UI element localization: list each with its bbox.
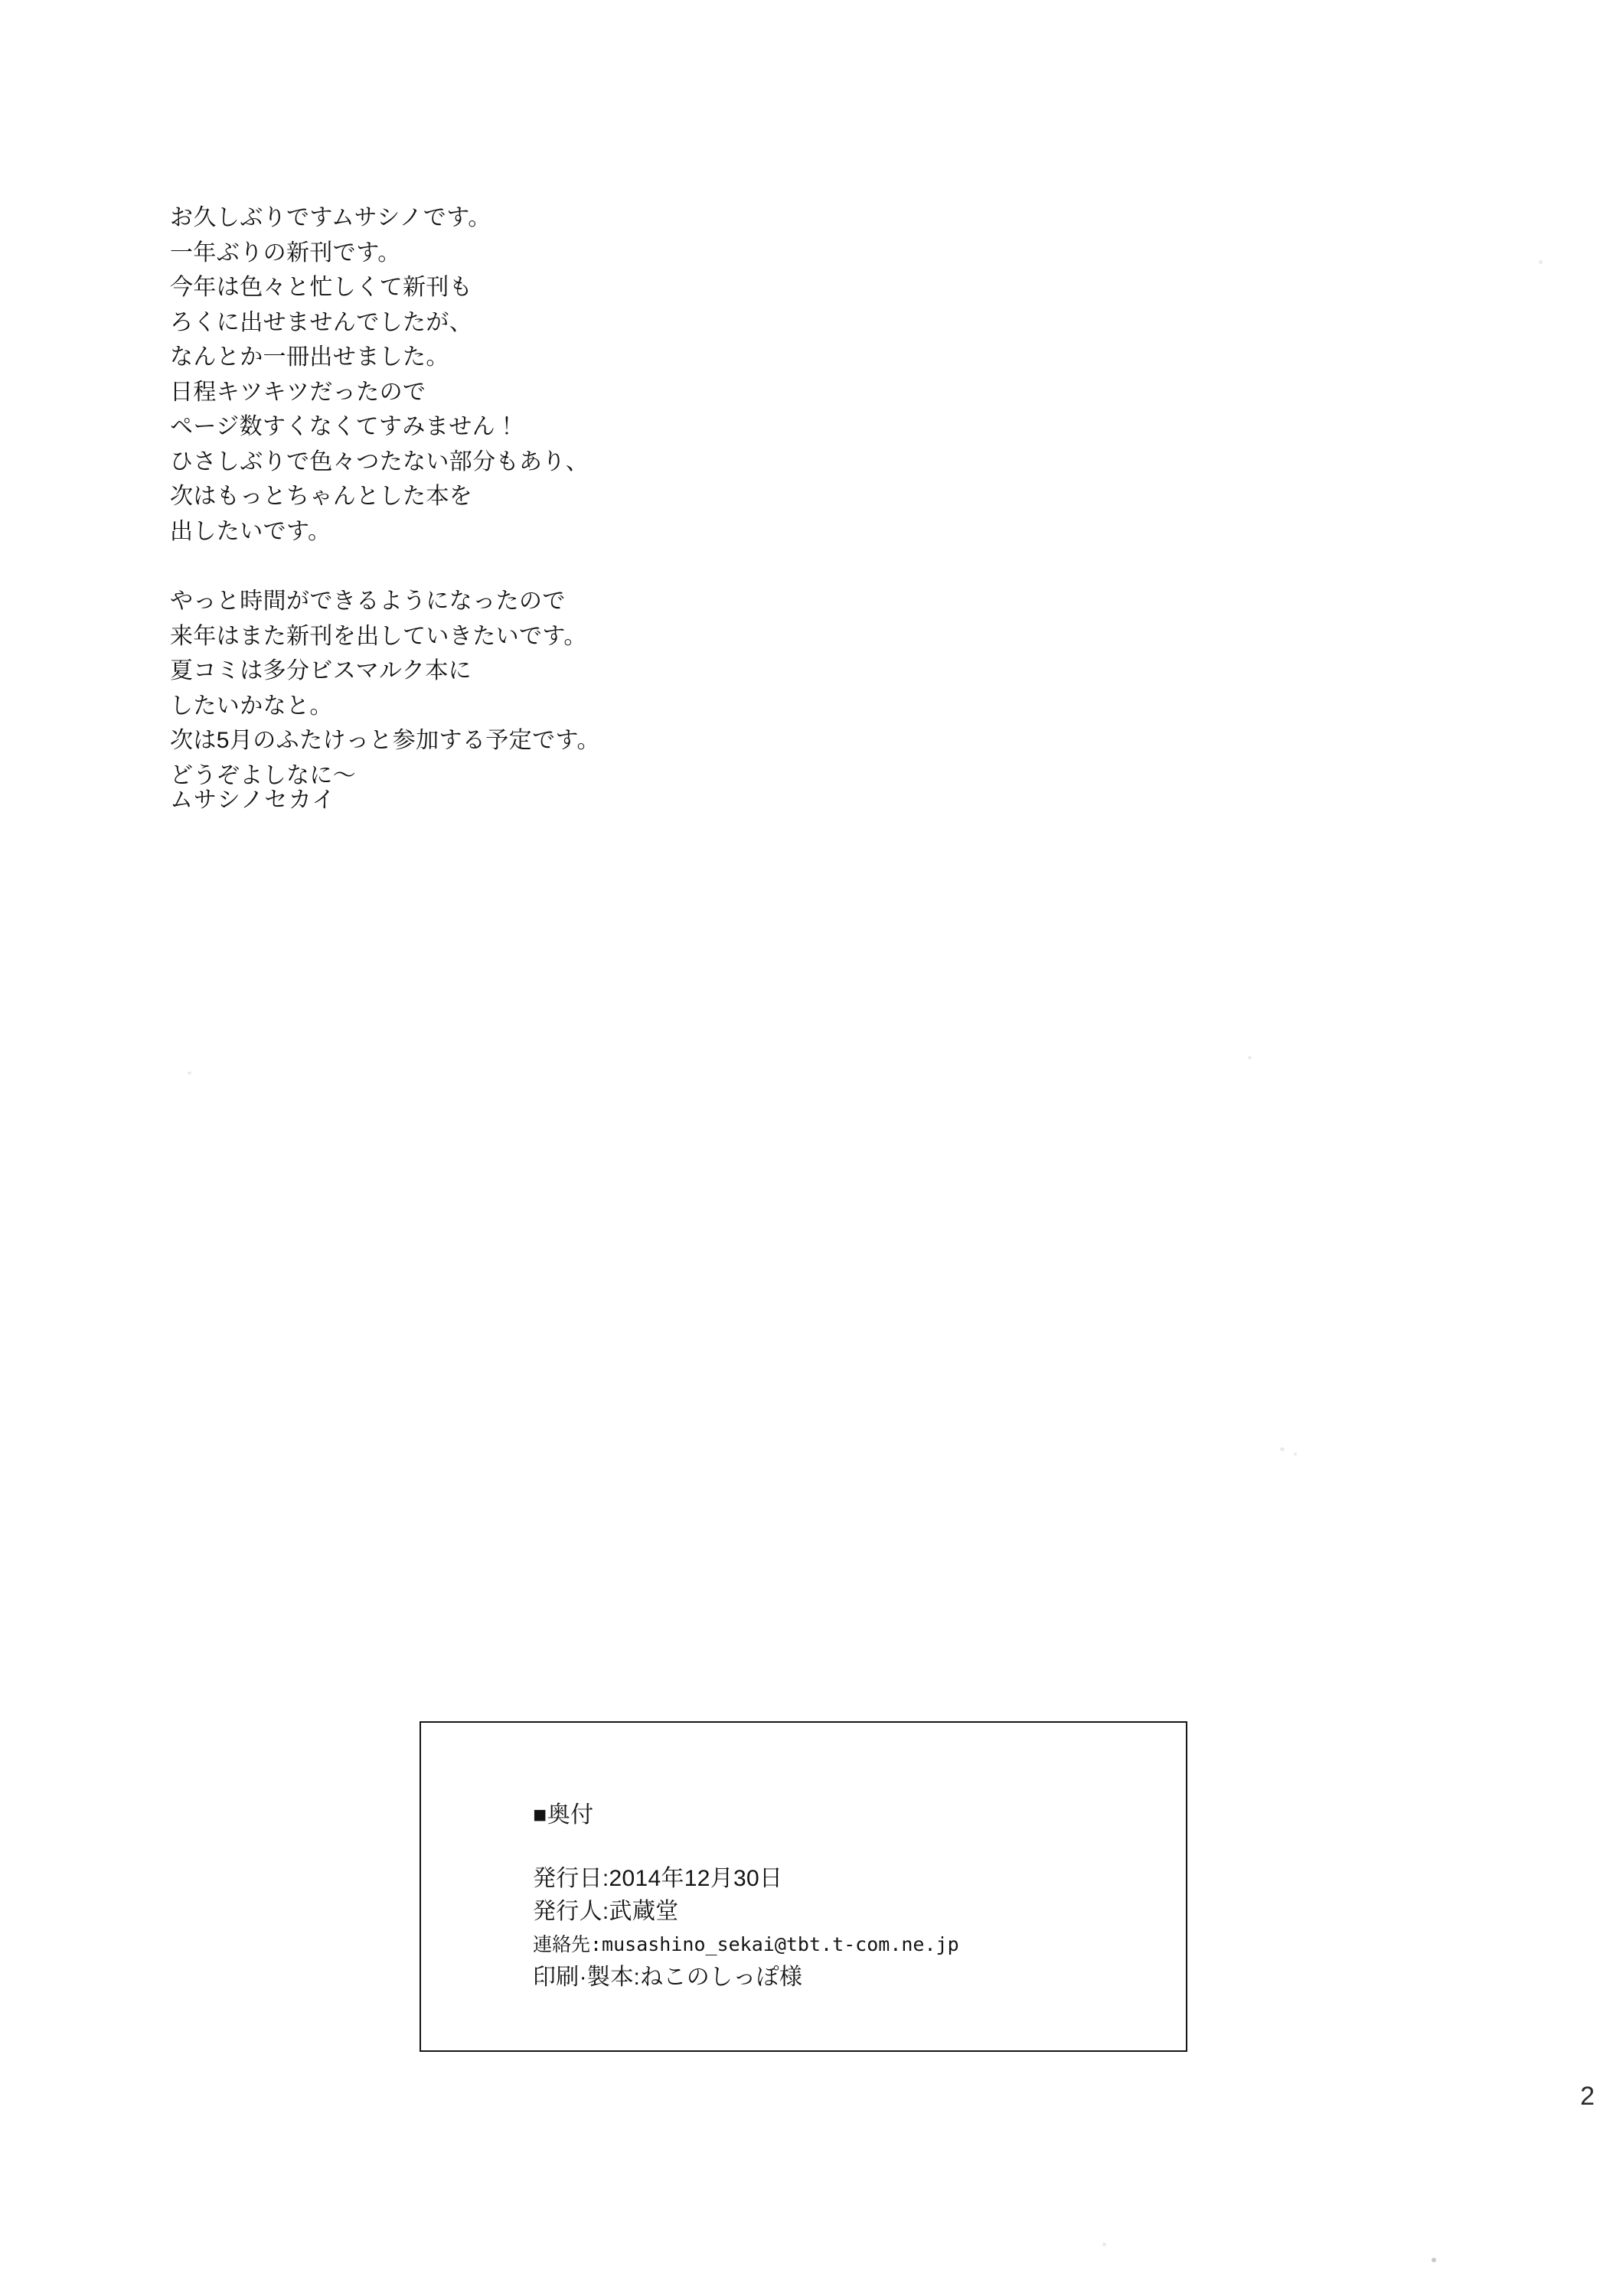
afterword-line: 来年はまた新刊を出していきたいです。: [170, 623, 587, 649]
colophon-contact-email: 連絡先:musashino_sekai@tbt.t-com.ne.jp: [533, 1933, 959, 1955]
afterword-line: 日程キツキツだったので: [170, 379, 426, 405]
afterword-line: 次は5月のふたけっと参加する予定です。: [170, 728, 600, 753]
colophon-body: [533, 1862, 959, 1994]
scan-speck: [1102, 2242, 1106, 2246]
afterword-line: どうぞよしなに〜: [170, 762, 357, 788]
colophon-publisher: 発行人:武蔵堂: [533, 1899, 679, 1924]
colophon-publish-date: 発行日:2014年12月30日: [533, 1866, 783, 1891]
scan-speck: [1248, 1056, 1252, 1059]
author-signature: ムサシノセカイ: [170, 788, 336, 813]
afterword-line: ひさしぶりで色々つたない部分もあり、: [170, 448, 589, 475]
scan-speck: [1294, 1453, 1297, 1456]
afterword-line: お久しぶりですムサシノです。: [170, 205, 491, 230]
page-number: 2: [1580, 2082, 1595, 2111]
afterword-line: ろくに出せませんでしたが、: [170, 309, 473, 335]
afterword-line: なんとか一冊出せました。: [170, 344, 449, 370]
afterword-line: 出したいです。: [170, 518, 331, 544]
colophon-printer: 印刷·製本:ねこのしっぽ様: [533, 1965, 803, 1990]
scan-speck: [1432, 2258, 1436, 2262]
afterword-line: 今年は色々と忙しくて新刊も: [170, 275, 473, 300]
afterword-line: やっと時間ができるようになったので: [170, 589, 566, 614]
afterword-line: したいかなと。: [170, 693, 333, 719]
afterword-line: ページ数すくなくてすみません！: [170, 414, 519, 439]
afterword-line: 次はもっとちゃんとした本を: [170, 484, 473, 509]
afterword-line: 一年ぶりの新刊です。: [170, 240, 401, 266]
afterword-paragraph: [170, 201, 1012, 549]
colophon-box: [420, 1721, 1187, 2052]
afterword-line: 夏コミは多分ビスマルク本に: [170, 658, 472, 683]
colophon-title: ■奥付: [533, 1802, 594, 1828]
scan-speck: [1280, 1447, 1285, 1451]
scan-speck: [1539, 260, 1543, 264]
afterword-text-block: [170, 201, 1012, 793]
scan-speck: [188, 1071, 191, 1075]
afterword-paragraph: [170, 584, 1012, 793]
